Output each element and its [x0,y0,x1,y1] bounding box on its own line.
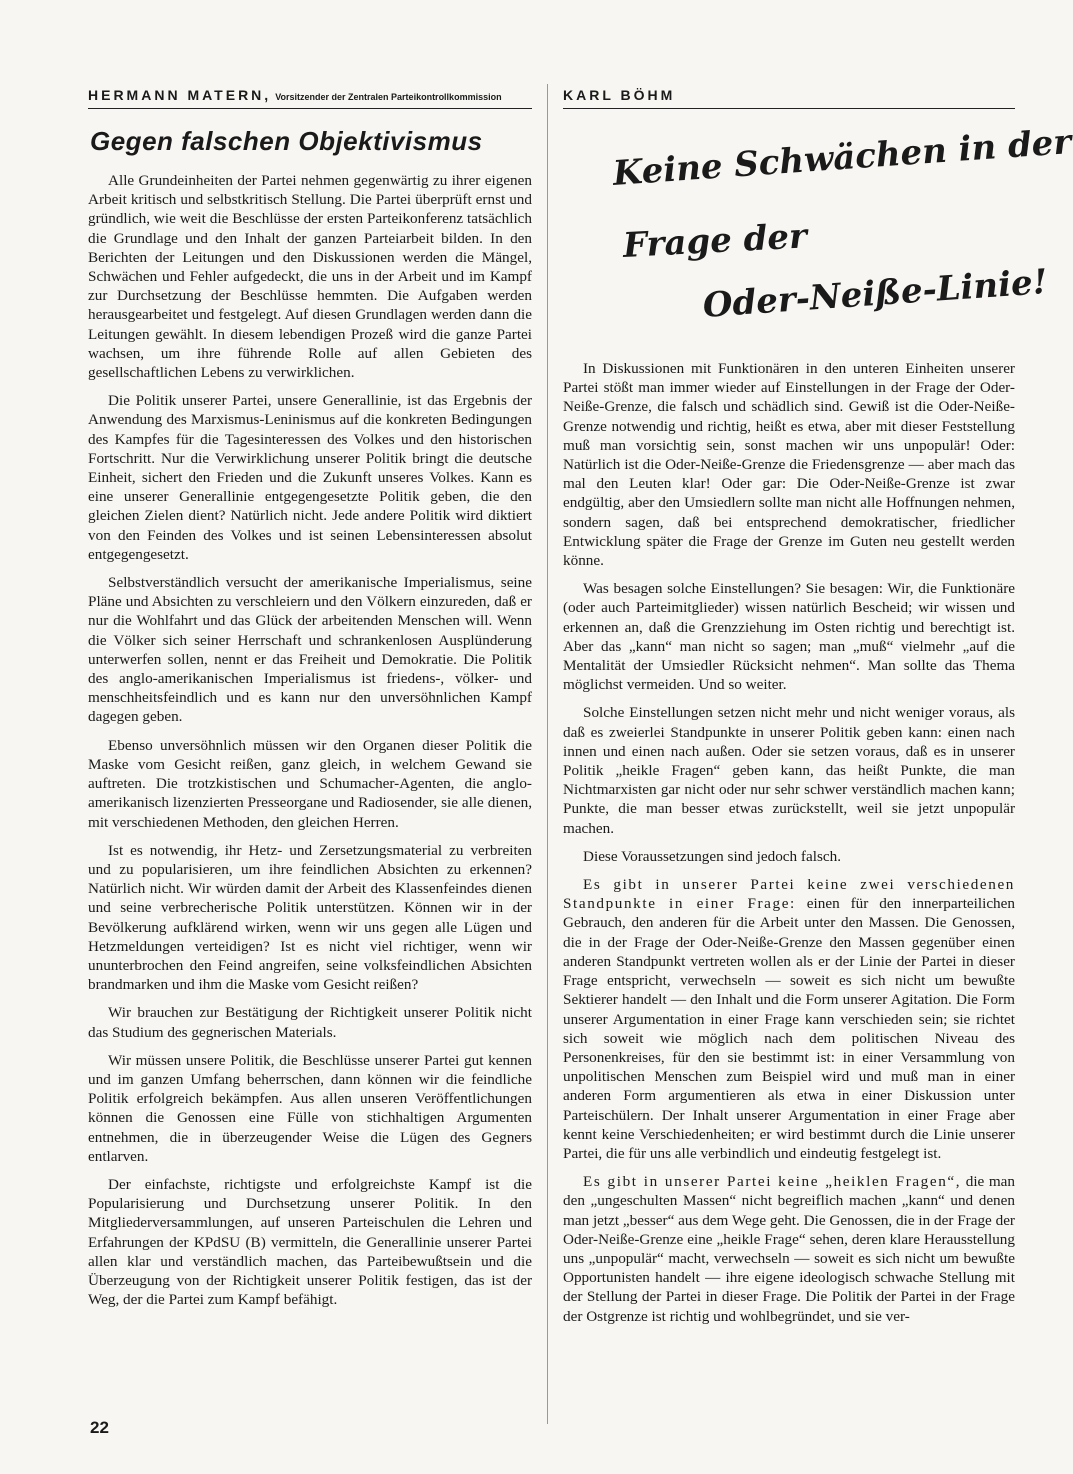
page-number: 22 [90,1418,109,1437]
right-title-line-1: Keine Schwächen in der [611,122,1073,194]
right-title-line-3: Oder-Neiße-Linie! [701,261,1049,326]
right-paragraph-4 [563,847,1015,866]
right-paragraph-text: Diese Voraussetzungen sind jedoch falsch. [583,847,841,865]
left-paragraph-8: Der einfachste, richtigste und erfolgreichste Kampf ist die Popularisierung und Durchsetzung unserer Politik. In den Mitgliederversammlungen, auf unseren Parteischulen die Lehren und Erfahrungen der KPdSU (B) vermitteln, die Generallinie unserer Partei allen klar und verständlich machen, das Parteibewußtsein und die Überzeugung von der Richtigkeit unserer Politik festigen, das ist der Weg, der die Partei zum Kampf befähigt. [88,1175,532,1309]
right-author-name: KARL BÖHM [563,87,676,103]
right-paragraph-1 [563,359,1015,570]
left-paragraph-4: Ebenso unversöhnlich müssen wir den Organen dieser Politik die Maske vom Gesicht reißen, ganz gleich, in welchem Gewand sie auftreten. Die trotzkistischen und Schumacher-Agenten, die anglo-amerikanisch lizenzierten Presseorgane und Radiosender, sie alle dienen, mit verschiedenen Methoden, den gleichen Herren. [88,736,532,831]
right-paragraph-2 [563,579,1015,694]
right-title-line-2: Frage der [621,216,808,266]
right-paragraph-text: die man den „ungeschulten Massen“ nicht begreiflich machen „kann“ und denen man jetzt „besser“ aus dem Wege geht. Die Genossen, die in der Frage der Oder-Neiße-Grenze eine „heikle Frage“ sehen, deren klare Herausstellung uns „unpopulär“ macht, verwechseln — soweit es sich nicht um bewußte Opportunisten handelt — ihre eigene ideologisch schwache Stellung mit der Stellung der Partei in dieser Frage. Die Politik der Partei in der Frage der Ostgrenze ist richtig und wohlbegründet, und sie ver- [563,1173,1015,1325]
column-divider [547,84,548,1424]
right-article-body [563,359,1015,1326]
left-paragraph-5: Ist es notwendig, ihr Hetz- und Zersetzungsmaterial zu verbreiten und zu popularisieren, um ihre feindlichen Absichten zu erkennen? Natürlich nicht. Wir würden damit der Arbeit des Klassenfeindes dienen und seine verbrecherische Politik unterstützen. Können wir in der Bevölkerung aufklärend wirken, wenn wir uns gegen alle Lügen und Hetzmeldungen verteidigen? Ist es nicht viel richtiger, wenn wir ununterbrochen den Feind angreifen, seine volksfeindlichen Absichten brandmarken und ihm die Maske vom Gesicht reißen? [88,841,532,994]
right-paragraph-6 [563,1172,1015,1326]
right-paragraph-text: Was besagen solche Einstellungen? Sie besagen: Wir, die Funktionäre (oder auch Parteimitglieder) wissen natürlich Bescheid; wir wissen und erkennen an, daß die Grenzziehung im Osten richtig und berechtigt ist. Aber das „kann“ man nicht so sagen; man „muß“ vielmehr „auf die Mentalität der Umsiedler Rücksicht nehmen“. Man sollte das Thema möglichst vermeiden. Und so weiter. [563,580,1015,694]
right-paragraph-3 [563,703,1015,837]
left-author-name: HERMANN MATERN, [88,87,272,103]
left-paragraph-3: Selbstverständlich versucht der amerikanische Imperialismus, seine Pläne und Absichten zu verschleiern und den Völkern einzureden, daß er nur die Wohlfahrt und das Glück der arbeitenden Menschen will. Wenn die Völker sich seiner Herrschaft und schrankenlosen Ausplünderung unterwerfen sollen, nennt er das Freiheit und Demokratie. Die Politik des anglo-amerikanischen Imperialismus ist friedens-, völker- und menschheitsfeindlich und es kann nur den unversöhnlichen Kampf dagegen geben. [88,574,532,726]
left-paragraph-2: Die Politik unserer Partei, unsere Generallinie, ist das Ergebnis der Anwendung des Marxismus-Leninismus auf die konkreten Bedingungen des Kampfes für die Tagesinteressen des Volkes und den historischen Fortschritt. Nur die Verwirklichung unserer Politik bringt die deutsche Einheit, sichert den Frieden und die Zukunft unseres Volkes. Kann es eine unserer Generallinie entgegengesetzte Politik geben, die den gleichen Zielen dient? Natürlich nicht. Jede andere Politik wird diktiert von den Feinden des Volkes und ist seinen Lebensinteressen absolut entgegengesetzt. [88,392,532,563]
right-paragraph-5 [563,875,1015,1163]
right-article-title [563,122,1073,359]
right-paragraph-lead: Es gibt in unserer Partei keine „heiklen Fragen“, [583,1173,962,1191]
left-article-title: Gegen falschen Objektivismus [90,126,483,156]
right-paragraph-text: einen für den innerparteilichen Gebrauch, den anderen für die Arbeit unter den Massen. Die Genossen, die in der Frage der Oder-Neiße-Grenze den Massen gegenüber einen anderen Standpunkt vertreten wollen als er der Linie der Partei in dieser Frage entspricht, verwechseln — soweit es sich nicht um bewußte Sektierer handelt — den Inhalt und die Form unserer Agitation. Die Form unserer Argumentation in einer Frage kann verschieden sein; sie richtet sich soweit wie möglich nach dem politischen Niveau des Personenkreises, für den sie bestimmt ist: in einer Versammlung von unpolitischen Menschen zum Beispiel wird und muß man in einer anderen Form argumentieren als etwa in einer Diskussion unter Parteischülern. Der Inhalt unserer Argumentation in einer Frage aber kennt keine Verschiedenheiten; er wird bestimmt durch die Linie unserer Partei, die für uns alle verbindlich und eindeutig festgelegt ist. [563,895,1015,1162]
left-paragraph-6: Wir brauchen zur Bestätigung der Richtigkeit unserer Politik nicht das Studium des gegnerischen Materials. [88,1004,532,1041]
left-paragraph-1: Alle Grundeinheiten der Partei nehmen gegenwärtig zu ihrer eigenen Arbeit kritisch und selbstkritisch Stellung. Die Partei überprüft ernst und gründlich, wie weit die Beschlüsse der ersten Parteikonferenz tatsächlich die Grundlage und den Inhalt der ganzen Parteiarbeit bilden. In den Berichten der Leitungen und den Diskussionen werden die Mängel, Schwächen und Fehler aufgedeckt, die uns in der Arbeit und im Kampf zur Durchsetzung der Beschlüsse hemmten. Die Aufgaben werden herausgearbeitet und festgelegt. Auf diesen Grundlagen werden dann die Leitungen gewählt. In diesem lebendigen Prozeß wird die ganze Partei wachsen, um ihre führende Rolle auf allen Gebieten des gesellschaftlichen Lebens zu verwirklichen. [88,172,532,382]
left-author-role: Vorsitzender der Zentralen Parteikontrollkommission [275,92,502,102]
right-paragraph-text: Solche Einstellungen setzen nicht mehr und nicht weniger voraus, als daß es zweierlei Standpunkte in unserer Politik geben kann: einen nach innen und einen nach außen. Oder sie setzen voraus, daß es in unserer Politik „heikle Fragen“ geben kann, das heißt Punkte, die man Nichtmarxisten gar nicht oder nur sehr schwer verständlich machen kann; Punkte, die man besser etwas zurückstellt, weil sie jetzt unpopulär machen. [563,704,1015,837]
left-author-byline [88,84,532,106]
right-author-byline [563,84,1015,106]
right-article [563,84,1073,1335]
right-paragraph-text: In Diskussionen mit Funktionären in den unteren Einheiten unserer Partei stößt man immer wieder auf Einstellungen in der Frage der Oder-Neiße-Grenze, die falsch und schädlich sind. Gewiß ist die Oder-Neiße-Grenze notwendig und richtig, heißt es etwa, aber mit dieser Feststellung muß man vorsichtig sein, sonst machen wir uns unpopulär! Oder: Natürlich ist die Oder-Neiße-Grenze die Friedensgrenze — aber mach das mal den Leuten klar! Oder gar: Die Oder-Neiße-Grenze ist zwar endgültig, aber den Umsiedlern sollte man nicht alle Hoffnungen nehmen, sondern sagen, daß bei entsprechend demokratischer, friedlicher Entwicklung später die Frage der Grenze im Guten neu gestellt werden könne. [563,360,1015,570]
right-paragraph-lead: Es gibt in unserer Partei keine zwei verschiedenen Standpunkte in einer Frage: [563,876,1015,913]
left-article-body [88,171,532,1309]
left-article [88,84,532,1318]
left-paragraph-7: Wir müssen unsere Politik, die Beschlüsse unserer Partei gut kennen und im ganzen Umfang beherrschen, dann können wir die feindliche Politik erfolgreich bekämpfen. Aus allen unseren Veröffentlichungen können die Genossen eine Fülle von stichhaltigen Argumenten entnehmen, die in überzeugender Weise die Lügen des Gegners entlarven. [88,1051,532,1165]
